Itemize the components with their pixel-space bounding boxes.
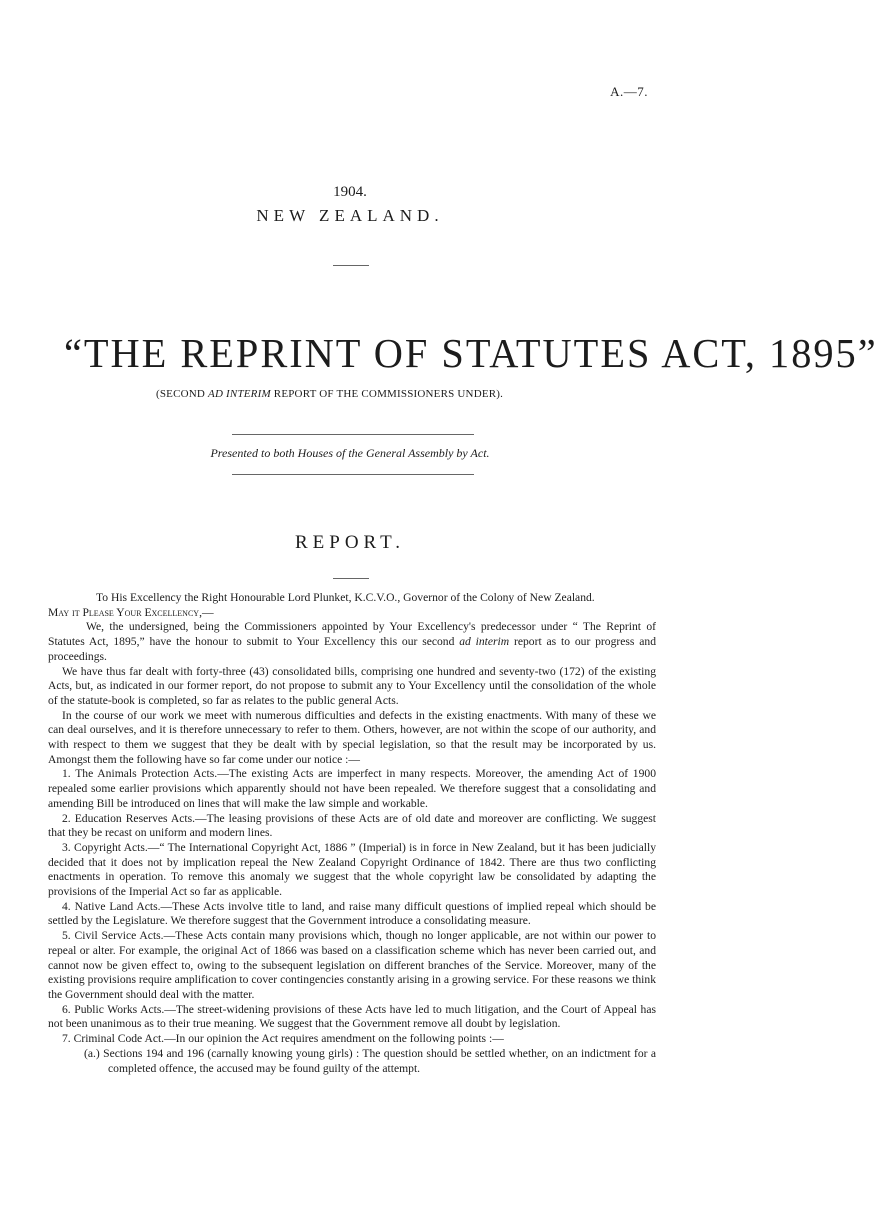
list-item: 6. Public Works Acts.—The street-widening provisions of these Acts have led to much litigation, and the Court of Appeal has not been unanimous as to their true meaning. We suggest that the Government remove all doubt by legislation. bbox=[48, 1002, 656, 1031]
title-block bbox=[64, 330, 878, 400]
divider bbox=[333, 265, 369, 266]
divider bbox=[232, 474, 474, 475]
paragraph-text: We, the undersigned, being the Commissioners appointed by Your Excellency's predecessor under “ The Reprint of Statutes Act, 1895,” have the honour to submit to Your Excellency this our second bbox=[48, 620, 656, 649]
document-title: “THE REPRINT OF STATUTES ACT, 1895” bbox=[64, 330, 878, 376]
presented-line: Presented to both Houses of the General Assembly by Act. bbox=[210, 446, 490, 460]
address-line: To His Excellency the Right Honourable Lord Plunket, K.C.V.O., Governor of the Colony of New Zealand. bbox=[96, 591, 595, 604]
document-subtitle bbox=[156, 388, 654, 400]
list-item: 3. Copyright Acts.—“ The International Copyright Act, 1886 ” (Imperial) is in force in New Zealand, but it has been judicially decided that it does not by implication repeal the New Zealand Copyright Ordinance of 1842. There are thus two conflicting enactments in operation. To remove this anomaly we suggest that the whole copyright law be consolidated by adapting the provisions of the Imperial Act so far as applicable. bbox=[48, 840, 656, 899]
list-item: 7. Criminal Code Act.—In our opinion the Act requires amendment on the following points :— bbox=[62, 1032, 504, 1046]
sub-list-item: (a.) Sections 194 and 196 (carnally knowing young girls) : The question should be settled whether, on an indictment for a completed offence, the accused may be found guilty of the attempt. bbox=[84, 1046, 656, 1075]
paragraph-italic: ad interim bbox=[459, 635, 510, 649]
paragraph: In the course of our work we meet with numerous difficulties and defects in the existing enactments. With many of these we can deal ourselves, and it is therefore unnecessary to refer to them. Others, however, are not within the scope of our authority, and with respect to them we suggest that they be dealt with by special legislation, so that the result may be incorporated by us. Amongst them the following have so far come under our notice :— bbox=[48, 708, 656, 766]
list-item: 5. Civil Service Acts.—These Acts contain many provisions which, though no longer applicable, are not within our power to repeal or alter. For example, the original Act of 1866 was based on a classification scheme which has never been carried out, and cannot now be given effect to, owing to the subsequent legislation on different branches of the Service. Moreover, many of the existing provisions require amplification to cover contingencies constantly arising in a growing service. For these reasons we think the Government should deal with the matter. bbox=[48, 929, 656, 1001]
list-item: 1. The Animals Protection Acts.—The existing Acts are imperfect in many respects. Moreover, the amending Act of 1900 repealed some earlier provisions which apparently should not have been repealed. We therefore suggest that a consolidating and amending Bill be introduced on lines that will make the law simple and workable. bbox=[48, 767, 656, 810]
divider bbox=[232, 434, 474, 435]
divider bbox=[333, 578, 369, 579]
report-body bbox=[48, 591, 656, 1076]
country-heading: NEW ZEALAND. bbox=[256, 206, 444, 225]
subtitle-part: (SECOND bbox=[156, 388, 209, 400]
report-heading: REPORT. bbox=[294, 532, 406, 553]
list-item: 2. Education Reserves Acts.—The leasing provisions of these Acts are of old date and moreover are conflicting. We suggest that they be recast on uniform and modern lines. bbox=[48, 811, 656, 840]
document-year: 1904. bbox=[333, 184, 367, 200]
salutation: May it Please Your Excellency,— bbox=[48, 605, 214, 619]
paragraph-text: report as to our progress and proceedings. bbox=[48, 635, 656, 663]
subtitle-part: REPORT OF THE COMMISSIONERS UNDER). bbox=[270, 388, 504, 400]
page-reference: A.—7. bbox=[610, 84, 648, 99]
list-item: 4. Native Land Acts.—These Acts involve title to land, and raise many difficult questions of implied repeal which should be settled by the Legislature. We therefore suggest that the Government introduce a consolidating measure. bbox=[48, 899, 656, 928]
subtitle-italic: AD INTERIM bbox=[208, 388, 271, 400]
paragraph: We have thus far dealt with forty-three (43) consolidated bills, comprising one hundred and seventy-two (172) of the existing Acts, but, as indicated in our former report, do not propose to submit any to Your Excellency until the consolidation of the whole of the statute-book is completed, so far as relates to the public general Acts. bbox=[48, 664, 656, 707]
paragraph bbox=[48, 620, 656, 664]
